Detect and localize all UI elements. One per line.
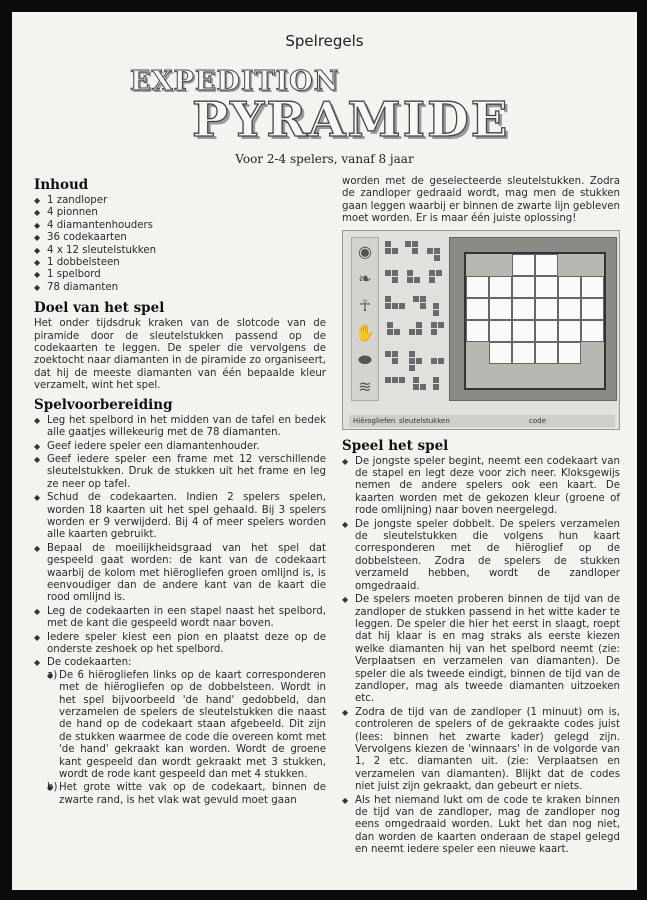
label-hieroglyphs: Hiërogliefen <box>353 416 396 425</box>
label-code: code <box>529 416 546 425</box>
piece-row <box>383 318 445 345</box>
fish-icon: ≋ <box>358 376 372 396</box>
scarab-icon: ⬬ <box>358 349 372 369</box>
sub-item <box>47 670 326 782</box>
list-item: ◆ 4 x 12 sleutelstukken <box>34 245 326 257</box>
speel-heading: Speel het spel <box>342 437 449 454</box>
sub-item-text: De 6 hiërogliefen links op de kaart corresponderen met de hiërogliefen op de dobbelsteen. Wordt in het spel bijvoorbeeld 'de hand' gedobbeld, dan verzamelen de spelers de sleutelstukken die naast de hand op de codekaart staan afgebeeld. Dit zijn de stukken waarmee de code die overeen komt met 'de hand' gekraakt kan worden. Wordt de groene kant gespeeld dan wordt gekraakt met 3 stukken, wordt de rode kant gespeeld dan met 4 stukken. <box>59 669 326 781</box>
code-board <box>449 237 617 401</box>
logo-title-expedition: EXPEDITION <box>130 66 340 97</box>
codekaarten-label: De codekaarten: <box>47 657 132 669</box>
list-item: ◆ Leg de codekaarten in een stapel naast het spelbord, met de kant die gespeeld wordt naar boven. <box>34 606 326 631</box>
subtitle: Voor 2-4 spelers, vanaf 8 jaar <box>235 152 414 166</box>
sub-item-prefix: ◆ b) <box>47 782 58 794</box>
list-item: ◆ De jongste speler dobbelt. De spelers verzamelen de sleutelstukken die volgens hun kaart corresponderen met de hiëroglief op de dobbelsteen. Zodra de spelers de stukken verzameld hebben, wordt de zandloper omgedraaid. <box>342 519 620 593</box>
voorbereiding-heading: Spelvoorbereiding <box>34 396 173 413</box>
doel-text: Het onder tijdsdruk kraken van de slotcode van de piramide door de sleutelstukken passend op de codekaarten te leggen. De speler die vervolgens de zoektocht naar diamanten in de piramide zo organiseert, dat hij de meeste diamanten van één bepaalde kleur verzamelt, wint het spel. <box>34 318 326 392</box>
header-label: Spelregels <box>285 32 364 50</box>
list-item: ◆ De spelers moeten proberen binnen de tijd van de zandloper de stukken passend in het witte kader te leggen. De speler die hier het eerst in slaagt, roept dat hij klaar is en mag straks als eerste kiezen welke diamanten hij van het spelbord neemt (zie: Verplaatsen en verzamelen van diamanten). De speler die als tweede eindigt, binnen de tijd van de zandloper, mag als tweede diamanten uitzoeken etc. <box>342 594 620 706</box>
list-item: ◆ 4 pionnen <box>34 207 326 219</box>
logo-title-pyramide: PYRAMIDE <box>192 92 510 148</box>
right-column <box>342 176 620 863</box>
list-item: ◆ Als het niemand lukt om de code te kraken binnen de tijd van de zandloper, mag de zandloper nog eens omgedraaid worden. Lukt het dan nog niet, dan worden de kaarten onderaan de stapel gelegd en neemt iedere speler een nieuwe kaart. <box>342 795 620 857</box>
inhoud-list <box>34 195 326 294</box>
list-item: ◆ Geef iedere speler een diamantenhouder. <box>34 441 326 453</box>
key-pieces-column <box>383 237 445 399</box>
list-item: ◆ Bepaal de moeilijkheidsgraad van het spel dat gespeeld gaat worden: de kant van de codekaart waarbij de kolom met hiërogliefen groen omlijnd is, is eenvoudiger dan de andere kant van de kaart die rood omlijnd is. <box>34 543 326 605</box>
left-column <box>34 173 326 813</box>
sub-item-text: Het grote witte vak op de codekaart, binnen de zwarte rand, is het vlak wat gevuld moet gaan <box>59 782 326 806</box>
list-item: ◆ Zodra de tijd van de zandloper (1 minuut) om is, controleren de spelers of de gekraakte codes juist (lees: binnen het zwarte kader) gelegd zijn. Vervolgens kiezen de 'winnaars' in de volgorde van 1, 2 etc. diamanten uit. (zie: Verplaatsen en verzamelen van diamanten). Blijkt dat de codes niet juist zijn gekraakt, dan gebeurt er niets. <box>342 707 620 794</box>
bird-icon: ❧ <box>358 268 372 288</box>
list-item: ◆ 78 diamanten <box>34 282 326 294</box>
piece-row <box>383 237 445 264</box>
list-item <box>34 657 326 807</box>
voorbereiding-list <box>34 415 326 808</box>
board-illustration <box>342 230 620 430</box>
hand-icon: ✋ <box>355 322 375 342</box>
ankh-icon: ☥ <box>359 295 371 315</box>
list-item: ◆ 1 spelbord <box>34 269 326 281</box>
list-item: ◆ Geef iedere speler een frame met 12 verschillende sleutelstukken. Druk de stukken uit het frame en leg ze neer op tafel. <box>34 454 326 491</box>
continuation-text: worden met de geselecteerde sleutelstukken. Zodra de zandloper gedraaid wordt, mag men de stukken gaan leggen waarbij er binnen de zwarte lijn gebleven moet worden. Er is maar één juiste oplossing! <box>342 176 620 225</box>
piece-row <box>383 345 445 372</box>
sub-item <box>47 782 326 807</box>
list-item: ◆ 4 diamantenhouders <box>34 220 326 232</box>
codekaarten-sublist <box>47 670 326 807</box>
piece-row <box>383 291 445 318</box>
list-item: ◆ Leg het spelbord in het midden van de tafel en bedek alle gaatjes willekeurig met de 78 diamanten. <box>34 415 326 440</box>
inhoud-heading: Inhoud <box>34 177 89 193</box>
list-item: ◆ Schud de codekaarten. Indien 2 spelers spelen, worden 18 kaarten uit het spel gehaald. Bij 3 spelers worden er 9 verwijderd. Bij 4 of meer spelers worden alle kaarten gebruikt. <box>34 492 326 542</box>
list-item: ◆ Iedere speler kiest een pion en plaatst deze op de onderste zeshoek op het spelbord. <box>34 632 326 657</box>
hieroglyph-column <box>351 237 379 401</box>
list-item: ◆ 1 dobbelsteen <box>34 257 326 269</box>
piece-row <box>383 372 445 399</box>
piece-row <box>383 264 445 291</box>
eye-icon: ◉ <box>358 241 372 261</box>
label-key-pieces: sleutelstukken <box>399 416 450 425</box>
list-item: ◆ 36 codekaarten <box>34 232 326 244</box>
list-item: ◆ 1 zandloper <box>34 195 326 207</box>
sub-item-prefix: ◆ a) <box>47 669 58 681</box>
doel-heading: Doel van het spel <box>34 300 165 317</box>
rules-sheet <box>12 12 637 890</box>
speel-list <box>342 456 620 857</box>
figure-labels <box>349 415 615 427</box>
code-grid <box>464 252 606 390</box>
list-item: ◆ De jongste speler begint, neemt een codekaart van de stapel en legt deze voor zich neer. Kloksgewijs nemen de andere spelers ook een kaart. De kaarten worden met de gekozen kleur (groene of rode omlijning) naar boven neergelegd. <box>342 456 620 518</box>
